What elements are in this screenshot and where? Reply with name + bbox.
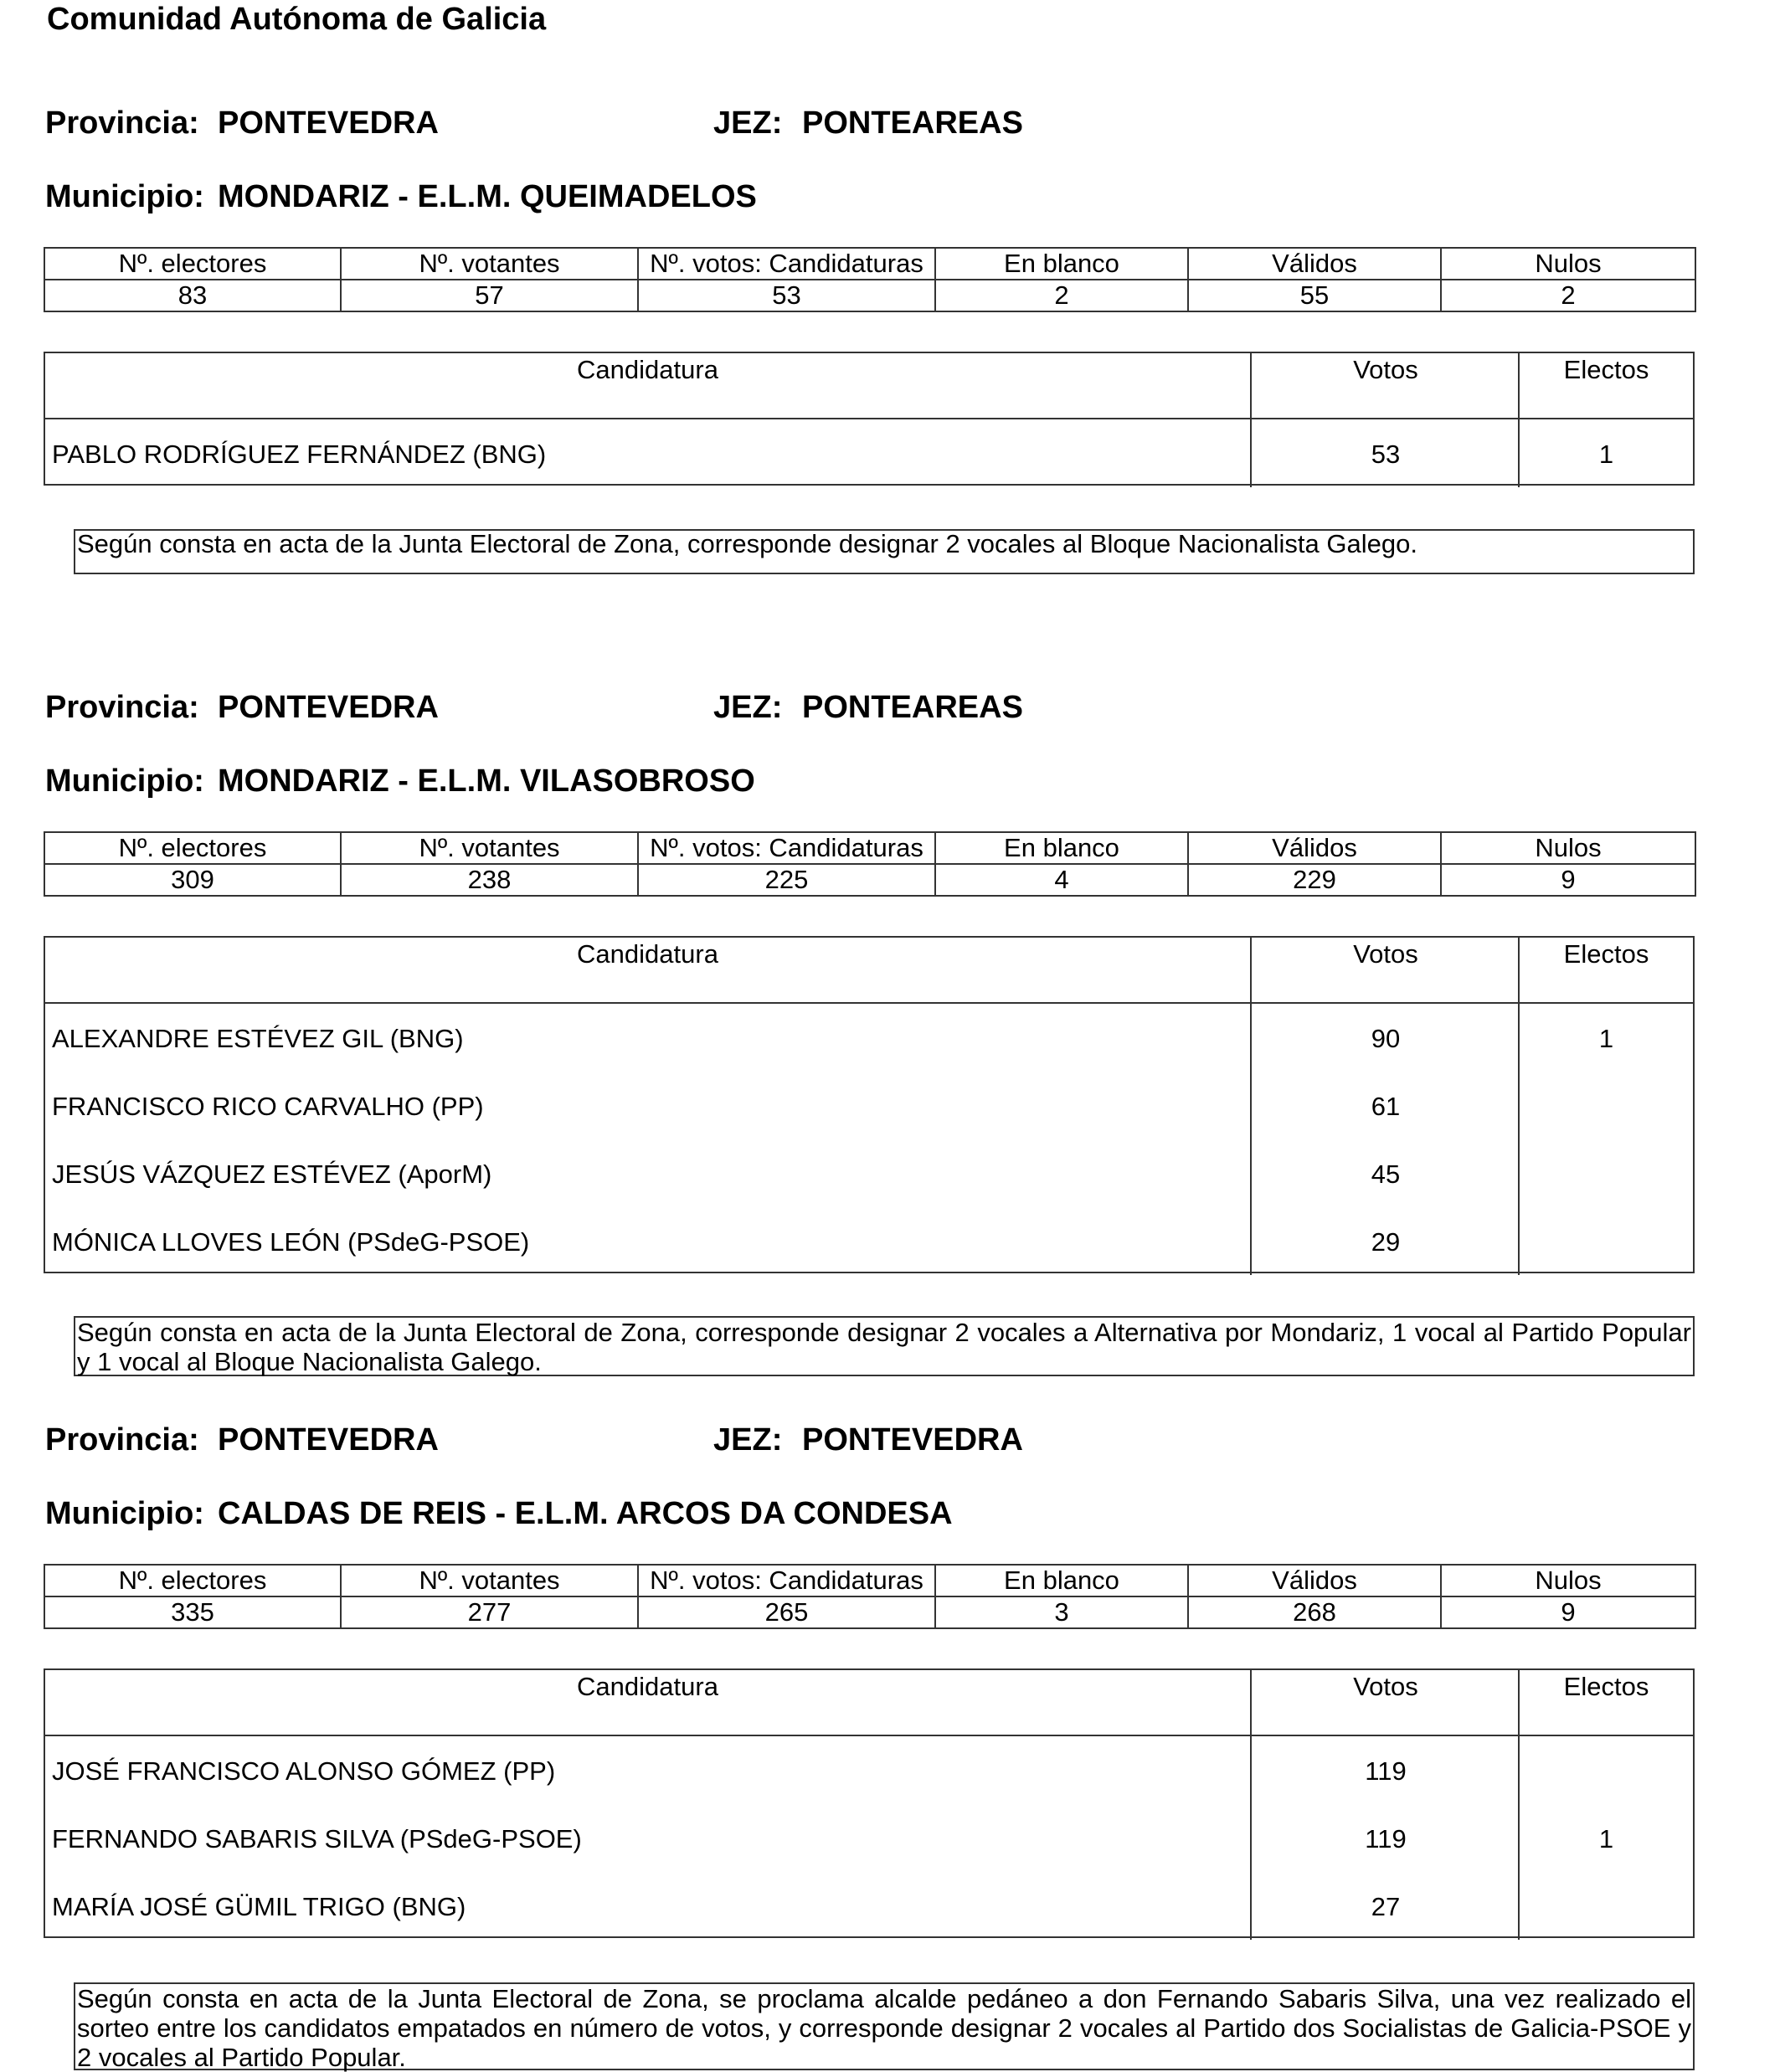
stats-value-nulos: 9 bbox=[1441, 864, 1695, 896]
candidate-name: PABLO RODRÍGUEZ FERNÁNDEZ (BNG) bbox=[52, 440, 547, 469]
stats-value-candidaturas: 265 bbox=[638, 1596, 935, 1628]
candidate-electos: 1 bbox=[1598, 1824, 1614, 1853]
jez-value: PONTEAREAS bbox=[802, 105, 1023, 141]
acta-note: Según consta en acta de la Junta Electoral de Zona, corresponde designar 2 vocales al Bloque Nacionalista Galego. bbox=[74, 529, 1695, 574]
stats-value-nulos: 2 bbox=[1441, 280, 1695, 311]
stats-header-validos: Válidos bbox=[1188, 1565, 1441, 1596]
jez-value: PONTEVEDRA bbox=[802, 1422, 1023, 1458]
stats-value-row bbox=[44, 1596, 1695, 1628]
stats-header-votantes: Nº. votantes bbox=[341, 1565, 638, 1596]
results-header bbox=[45, 1670, 1693, 1736]
candidate-row bbox=[45, 1004, 1693, 1072]
acta-note: Según consta en acta de la Junta Electoral de Zona, se proclama alcalde pedáneo a don Fernando Sabaris Silva, una vez realizado el sorteo entre los candidatos empatados en número de votos, y corresponde designar 2 vocales al Partido dos Socialistas de Galicia-PSOE y 2 vocales al Partido Popular. bbox=[74, 1982, 1695, 2070]
stats-header-nulos: Nulos bbox=[1441, 832, 1695, 864]
stats-value-validos: 268 bbox=[1188, 1596, 1441, 1628]
results-header-electos: Electos bbox=[1563, 355, 1649, 384]
stats-value-candidaturas: 53 bbox=[638, 280, 935, 311]
stats-header-electores: Nº. electores bbox=[44, 832, 341, 864]
results-header bbox=[45, 353, 1693, 419]
jez-label: JEZ: bbox=[713, 105, 783, 141]
jez-label: JEZ: bbox=[713, 690, 783, 725]
municipio-label: Municipio: bbox=[45, 1496, 204, 1531]
candidate-votos: 90 bbox=[1371, 1024, 1401, 1053]
stats-value-votantes: 238 bbox=[341, 864, 638, 896]
stats-header-candidaturas: Nº. votos: Candidaturas bbox=[638, 832, 935, 864]
stats-header-row bbox=[44, 832, 1695, 864]
municipio-value: MONDARIZ - E.L.M. QUEIMADELOS bbox=[218, 179, 757, 214]
stats-header-row bbox=[44, 248, 1695, 280]
jez-value: PONTEAREAS bbox=[802, 690, 1023, 725]
stats-value-nulos: 9 bbox=[1441, 1596, 1695, 1628]
results-header-electos: Electos bbox=[1563, 1672, 1649, 1701]
results-header-candidatura: Candidatura bbox=[577, 1672, 718, 1701]
results-table bbox=[44, 1668, 1695, 1938]
provincia-label: Provincia: bbox=[45, 1422, 199, 1458]
candidate-name: JOSÉ FRANCISCO ALONSO GÓMEZ (PP) bbox=[52, 1756, 556, 1786]
stats-value-votantes: 277 bbox=[341, 1596, 638, 1628]
results-header-votos: Votos bbox=[1353, 355, 1418, 384]
stats-value-electores: 335 bbox=[44, 1596, 341, 1628]
stats-value-blanco: 4 bbox=[935, 864, 1188, 896]
stats-table bbox=[44, 831, 1696, 897]
stats-table bbox=[44, 1564, 1696, 1629]
candidate-votos: 29 bbox=[1371, 1227, 1401, 1257]
candidate-row bbox=[45, 1072, 1693, 1139]
candidate-votos: 53 bbox=[1371, 440, 1401, 469]
stats-header-candidaturas: Nº. votos: Candidaturas bbox=[638, 1565, 935, 1596]
provincia-label: Provincia: bbox=[45, 105, 199, 141]
candidate-row bbox=[45, 1804, 1693, 1872]
stats-header-votantes: Nº. votantes bbox=[341, 248, 638, 280]
stats-value-validos: 229 bbox=[1188, 864, 1441, 896]
results-header-candidatura: Candidatura bbox=[577, 355, 718, 384]
jez-label: JEZ: bbox=[713, 1422, 783, 1458]
stats-value-blanco: 3 bbox=[935, 1596, 1188, 1628]
results-header-candidatura: Candidatura bbox=[577, 939, 718, 969]
candidate-name: FERNANDO SABARIS SILVA (PSdeG-PSOE) bbox=[52, 1824, 582, 1853]
candidate-name: JESÚS VÁZQUEZ ESTÉVEZ (AporM) bbox=[52, 1159, 492, 1189]
municipio-value: MONDARIZ - E.L.M. VILASOBROSO bbox=[218, 764, 755, 799]
stats-header-blanco: En blanco bbox=[935, 832, 1188, 864]
municipio-value: CALDAS DE REIS - E.L.M. ARCOS DA CONDESA bbox=[218, 1496, 953, 1531]
stats-header-electores: Nº. electores bbox=[44, 1565, 341, 1596]
stats-header-validos: Válidos bbox=[1188, 248, 1441, 280]
stats-value-votantes: 57 bbox=[341, 280, 638, 311]
candidate-votos: 45 bbox=[1371, 1159, 1401, 1189]
stats-header-blanco: En blanco bbox=[935, 1565, 1188, 1596]
candidate-row bbox=[45, 1872, 1693, 1940]
stats-value-blanco: 2 bbox=[935, 280, 1188, 311]
stats-value-row bbox=[44, 864, 1695, 896]
stats-table bbox=[44, 247, 1696, 312]
provincia-value: PONTEVEDRA bbox=[218, 690, 439, 725]
page-title: Comunidad Autónoma de Galicia bbox=[47, 2, 547, 37]
candidate-votos: 119 bbox=[1365, 1824, 1407, 1853]
municipio-label: Municipio: bbox=[45, 764, 204, 799]
stats-header-nulos: Nulos bbox=[1441, 248, 1695, 280]
provincia-value: PONTEVEDRA bbox=[218, 1422, 439, 1458]
provincia-value: PONTEVEDRA bbox=[218, 105, 439, 141]
candidate-row bbox=[45, 419, 1693, 487]
results-header-votos: Votos bbox=[1353, 1672, 1418, 1701]
stats-header-blanco: En blanco bbox=[935, 248, 1188, 280]
provincia-label: Provincia: bbox=[45, 690, 199, 725]
municipio-label: Municipio: bbox=[45, 179, 204, 214]
candidate-votos: 27 bbox=[1371, 1892, 1401, 1921]
candidate-row bbox=[45, 1207, 1693, 1275]
stats-header-electores: Nº. electores bbox=[44, 248, 341, 280]
results-header-votos: Votos bbox=[1353, 939, 1418, 969]
candidate-row bbox=[45, 1736, 1693, 1804]
candidate-electos: 1 bbox=[1598, 440, 1614, 469]
stats-header-votantes: Nº. votantes bbox=[341, 832, 638, 864]
stats-value-candidaturas: 225 bbox=[638, 864, 935, 896]
candidate-electos: 1 bbox=[1598, 1024, 1614, 1053]
stats-value-validos: 55 bbox=[1188, 280, 1441, 311]
candidate-name: ALEXANDRE ESTÉVEZ GIL (BNG) bbox=[52, 1024, 464, 1053]
stats-value-electores: 83 bbox=[44, 280, 341, 311]
stats-header-validos: Válidos bbox=[1188, 832, 1441, 864]
results-header-electos: Electos bbox=[1563, 939, 1649, 969]
stats-value-row bbox=[44, 280, 1695, 311]
results-table bbox=[44, 936, 1695, 1273]
acta-note: Según consta en acta de la Junta Electoral de Zona, corresponde designar 2 vocales a Alternativa por Mondariz, 1 vocal al Partido Popular y 1 vocal al Bloque Nacionalista Galego. bbox=[74, 1316, 1695, 1376]
candidate-row bbox=[45, 1139, 1693, 1207]
candidate-votos: 119 bbox=[1365, 1756, 1407, 1786]
stats-header-candidaturas: Nº. votos: Candidaturas bbox=[638, 248, 935, 280]
candidate-name: FRANCISCO RICO CARVALHO (PP) bbox=[52, 1092, 484, 1121]
candidate-votos: 61 bbox=[1371, 1092, 1401, 1121]
stats-value-electores: 309 bbox=[44, 864, 341, 896]
results-header bbox=[45, 938, 1693, 1004]
candidate-name: MÓNICA LLOVES LEÓN (PSdeG-PSOE) bbox=[52, 1227, 530, 1257]
results-table bbox=[44, 352, 1695, 486]
stats-header-row bbox=[44, 1565, 1695, 1596]
candidate-name: MARÍA JOSÉ GÜMIL TRIGO (BNG) bbox=[52, 1892, 466, 1921]
stats-header-nulos: Nulos bbox=[1441, 1565, 1695, 1596]
